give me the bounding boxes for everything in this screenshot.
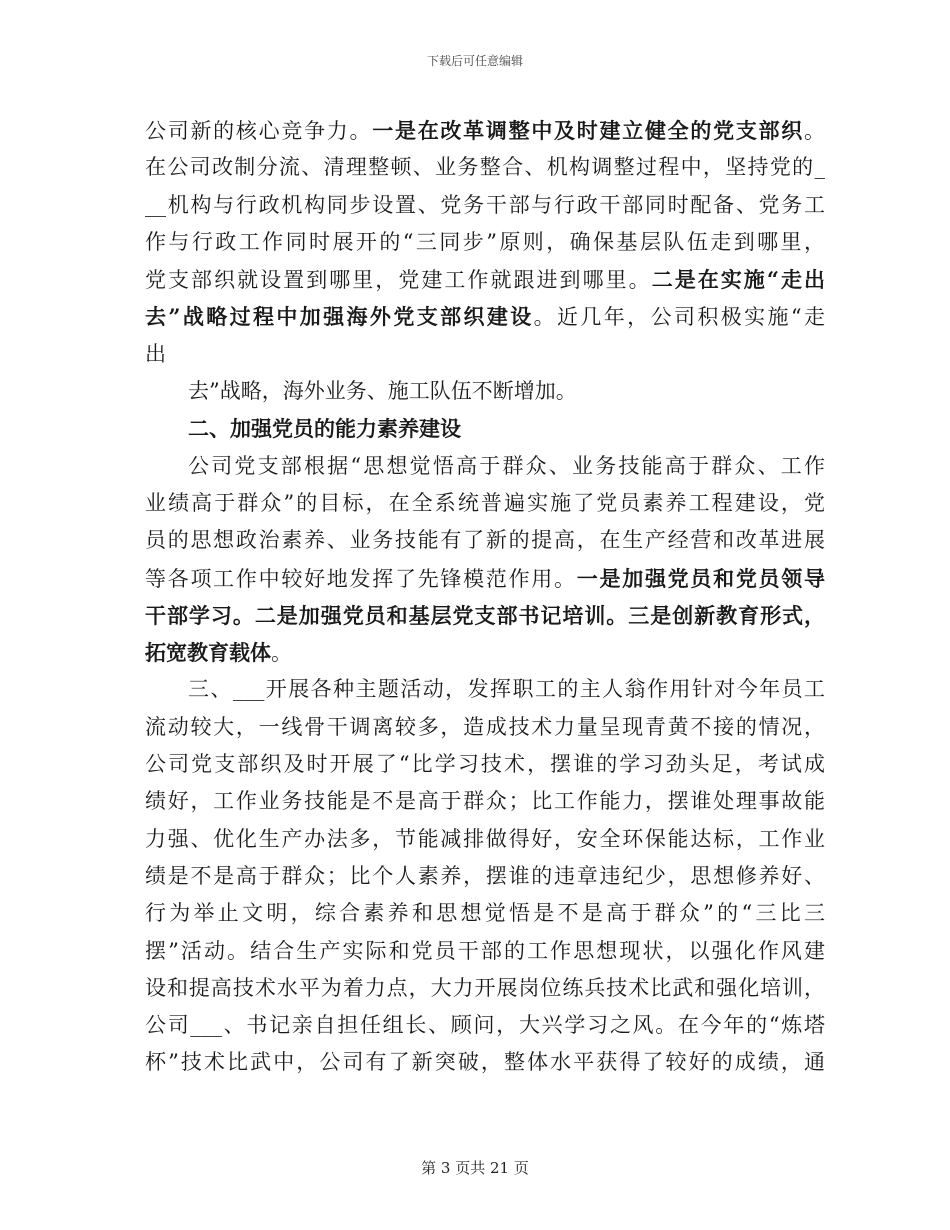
text-run: 三、___开展各种主题活动，发挥职工的主人翁作用针对今年员工 — [188, 677, 825, 702]
text-line — [145, 1007, 825, 1044]
bold-text-run: 拓宽教育载体 — [145, 640, 271, 666]
text-run: 员的思想政治素养、业务技能有了新的提高，在生产经营和改革进展 — [145, 528, 825, 553]
text-run: 行为举止文明，综合素养和思想觉悟是不是高于群众”的“三比三 — [145, 901, 825, 926]
text-line — [145, 858, 825, 895]
text-line — [145, 746, 825, 783]
text-line — [145, 1044, 825, 1081]
text-run: 。近几年，公司积极实施“走 — [533, 305, 825, 330]
text-line — [145, 149, 825, 186]
text-line — [145, 821, 825, 858]
bold-text-run: 二、加强党员的能力素养建设 — [188, 416, 461, 442]
text-run: 公司___、书记亲自担任组长、顾问，大兴学习之风。在今年的“炼塔 — [145, 1013, 825, 1038]
page-number: 第 3 页共 21 页 — [421, 1159, 529, 1177]
text-run: __机构与行政机构同步设置、党务干部与行政干部同时配备、党务工 — [145, 192, 825, 217]
text-line — [145, 597, 825, 634]
text-line — [145, 895, 825, 932]
text-run: 。 — [271, 641, 292, 666]
bold-text-run: 一是在改革调整中及时建立健全的党支部织 — [372, 118, 805, 143]
text-run: 出 — [145, 341, 166, 366]
text-run: 去”战略，海外业务、施工队伍不断增加。 — [188, 379, 577, 404]
text-line — [145, 410, 825, 447]
text-line — [145, 671, 825, 708]
bold-text-run: 去”战略过程中加强海外党支部织建设 — [145, 304, 534, 330]
text-line — [145, 970, 825, 1007]
text-run: 公司新的核心竞争力。 — [145, 119, 373, 143]
bold-text-run: 干部学习。二是加强党员和基层党支部书记培训。三是创新教育形式， — [145, 602, 825, 628]
text-line — [145, 112, 825, 149]
text-run: 力强、优化生产办法多，节能减排做得好，安全环保能达标，工作业 — [145, 826, 825, 851]
text-run: 业绩高于群众”的目标，在全系统普遍实施了党员素养工程建设，党 — [145, 490, 825, 515]
text-line — [145, 448, 825, 485]
text-run: 杯”技术比武中，公司有了新突破，整体水平获得了较好的成绩，通 — [145, 1050, 825, 1075]
text-run: 等各项工作中较好地发挥了先锋模范作用。 — [145, 566, 577, 591]
text-line — [145, 560, 825, 597]
text-run: 设和提高技术水平为着力点，大力开展岗位练兵技术比武和强化培训， — [145, 975, 825, 1000]
text-run: 流动较大，一线骨干调离较多，造成技术力量呈现青黄不接的情况， — [145, 714, 825, 739]
text-line — [145, 522, 825, 559]
text-line — [145, 373, 825, 410]
text-line — [145, 336, 825, 373]
bold-text-run: 二是在实施“走出 — [651, 267, 825, 293]
text-line — [145, 224, 825, 261]
text-run: 绩好，工作业务技能是不是高于群众；比工作能力，摆谁处理事故能 — [145, 789, 825, 814]
text-line — [145, 634, 825, 671]
text-line — [145, 485, 825, 522]
document-body — [145, 112, 825, 1082]
text-run: 党支部织就设置到哪里，党建工作就跟进到哪里。 — [145, 268, 652, 293]
text-run: 公司党支部织及时开展了“比学习技术，摆谁的学习劲头足，考试成 — [145, 752, 825, 777]
text-line — [145, 298, 825, 335]
text-run: 摆”活动。结合生产实际和党员干部的工作思想现状，以强化作风建 — [145, 938, 825, 963]
text-run: 作与行政工作同时展开的“三同步”原则，确保基层队伍走到哪里， — [145, 229, 825, 254]
text-run: 在公司改制分流、清理整顿、业务整合、机构调整过程中，坚持党的_ — [145, 155, 825, 180]
text-line — [145, 783, 825, 820]
text-line — [145, 187, 825, 224]
text-run: 公司党支部根据“思想觉悟高于群众、业务技能高于群众、工作 — [188, 453, 825, 478]
text-line — [145, 709, 825, 746]
text-line — [145, 261, 825, 298]
page-header: 下载后可任意编辑 — [426, 54, 523, 68]
text-run: 绩是不是高于群众；比个人素养，摆谁的违章违纪少，思想修养好、 — [145, 863, 825, 888]
text-run: 。 — [804, 119, 826, 143]
text-line — [145, 933, 825, 970]
bold-text-run: 一是加强党员和党员领导 — [576, 565, 826, 591]
